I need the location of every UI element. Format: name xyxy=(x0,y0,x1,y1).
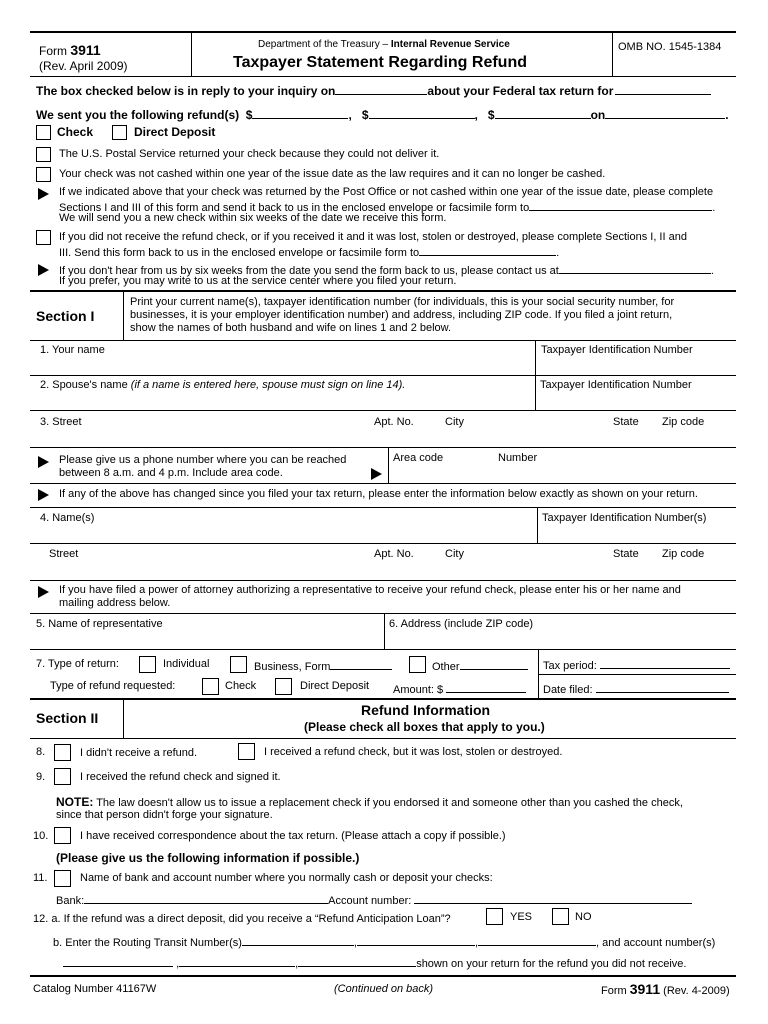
poa-text-2: mailing address below. xyxy=(59,597,171,609)
if-indicated-line-1: If we indicated above that your check was returned by the Post Office or not cashed within one year of the issue date, please complete xyxy=(59,186,714,198)
no-hear-line-1: If you don't hear from us by six weeks from the date you send the form back to us, please contact us at . xyxy=(59,262,714,277)
spouse-tin-field[interactable] xyxy=(538,393,734,409)
poa-text-1: If you have filed a power of attorney authorizing a representative to receive your refund check, please enter his or her name and xyxy=(59,584,681,596)
apt-label: Apt. No. xyxy=(374,416,414,428)
routing-number-field-2[interactable] xyxy=(357,934,475,946)
ral-yes-checkbox[interactable] xyxy=(486,908,503,925)
names-label: 4. Name(s) xyxy=(40,512,95,524)
refund-amount-3-field[interactable] xyxy=(495,107,591,119)
zip-2-label: Zip code xyxy=(662,548,705,560)
bank-line: Bank: Account number: xyxy=(56,892,692,907)
street-label: 3. Street xyxy=(40,416,82,428)
if-indicated-line-3: We will send you a new check within six weeks of the date we receive this form. xyxy=(59,212,447,224)
refund-information-heading: Refund Information xyxy=(361,702,491,718)
arrow-icon xyxy=(38,489,49,501)
tin-field[interactable] xyxy=(538,358,734,374)
direct-deposit-label: Direct Deposit xyxy=(134,125,216,139)
number-label: Number xyxy=(498,452,538,464)
other-label: Other xyxy=(432,658,528,673)
not-received-checkbox[interactable] xyxy=(36,230,51,245)
phone-instruction-2: between 8 a.m. and 4 p.m. Include area code. xyxy=(59,467,283,479)
not-cashed-text: Your check was not cashed within one year of the issue date as the law requires and it can no longer be cashed. xyxy=(59,168,606,180)
correspondence-label: I have received correspondence about the tax return. (Please attach a copy if possible.) xyxy=(80,830,506,842)
business-form-field[interactable] xyxy=(330,658,392,670)
address-field[interactable] xyxy=(388,632,734,648)
area-code-label: Area code xyxy=(393,452,444,464)
catalog-number: Catalog Number 41167W xyxy=(33,983,157,995)
refund-amount-2-field[interactable] xyxy=(369,107,475,119)
omb-number: OMB NO. 1545-1384 xyxy=(618,41,722,53)
tins-label: Taxpayer Identification Number(s) xyxy=(542,512,707,524)
didnt-receive-label: I didn't receive a refund. xyxy=(80,747,198,759)
individual-checkbox[interactable] xyxy=(139,656,156,673)
phone-number-field[interactable] xyxy=(496,466,734,482)
street-2-label: Street xyxy=(49,548,79,560)
amount-field[interactable] xyxy=(446,681,526,693)
form-revision: (Rev. April 2009) xyxy=(39,59,128,73)
ral-no-checkbox[interactable] xyxy=(552,908,569,925)
bank-info-label: Name of bank and account number where you normally cash or deposit your checks: xyxy=(80,872,493,884)
item-11-number: 11. xyxy=(33,872,48,884)
tax-return-year-field[interactable] xyxy=(615,83,711,95)
refunds-line: We sent you the following refund(s) $ , $ , $ on . xyxy=(36,108,729,122)
address-label: 6. Address (include ZIP code) xyxy=(389,618,534,630)
refund-direct-deposit-label: Direct Deposit xyxy=(300,680,370,692)
routing-number-field-3[interactable] xyxy=(478,934,596,946)
your-name-field[interactable] xyxy=(34,358,532,374)
rep-name-label: 5. Name of representative xyxy=(36,618,163,630)
please-give-info: (Please give us the following information if possible.) xyxy=(56,851,360,865)
section-1-title: Section I xyxy=(36,308,95,324)
if-indicated-line-2: Sections I and III of this form and send it back to us in the enclosed envelope or facsimile form to . xyxy=(59,199,715,214)
your-name-label: 1. Your name xyxy=(40,344,105,356)
state-label: State xyxy=(613,416,639,428)
bank-name-field[interactable] xyxy=(84,892,328,904)
footer-form-number: Form 3911 (Rev. 4-2009) xyxy=(601,981,730,997)
item-8-number: 8. xyxy=(36,746,46,758)
bank-info-checkbox[interactable] xyxy=(54,870,71,887)
didnt-receive-checkbox[interactable] xyxy=(54,744,71,761)
routing-number-field-1[interactable] xyxy=(242,934,354,946)
note-line-1: NOTE: The law doesn't allow us to issue a replacement check if you endorsed it and someone other than you cashed the check, xyxy=(56,795,683,809)
page-title: Taxpayer Statement Regarding Refund xyxy=(233,54,527,71)
spouse-name-label: 2. Spouse's name (if a name is entered here, spouse must sign on line 14). xyxy=(40,379,406,391)
refund-information-subheading: (Please check all boxes that apply to you.) xyxy=(304,720,545,734)
spouse-tin-label: Taxpayer Identification Number xyxy=(540,379,692,391)
account-numbers-line: , , shown on your return for the refund you did not receive. xyxy=(63,955,686,970)
tax-period-label: Tax period: xyxy=(543,657,730,672)
area-code-field[interactable] xyxy=(392,466,492,482)
top-rule xyxy=(30,31,736,33)
refund-direct-deposit-checkbox[interactable] xyxy=(275,678,292,695)
continued-on-back: (Continued on back) xyxy=(334,983,434,995)
item-12b-line: b. Enter the Routing Transit Number(s) , , , and account number(s) xyxy=(53,934,715,949)
signed-checkbox[interactable] xyxy=(54,768,71,785)
section-1-instructions-1: Print your current name(s), taxpayer identification number (for individuals, this is your social security number, for xyxy=(130,296,675,308)
city-2-label: City xyxy=(445,548,464,560)
arrow-icon xyxy=(38,188,49,200)
type-return-label: 7. Type of return: xyxy=(36,658,119,670)
fax-number-field-1[interactable] xyxy=(529,199,712,211)
correspondence-checkbox[interactable] xyxy=(54,827,71,844)
business-checkbox[interactable] xyxy=(230,656,247,673)
refund-check-label: Check xyxy=(225,680,257,692)
street-address-field[interactable] xyxy=(34,430,734,446)
department-line: Department of the Treasury – Internal Revenue Service xyxy=(258,39,510,50)
date-filed-field[interactable] xyxy=(596,681,729,693)
account-number-field-3[interactable] xyxy=(298,955,416,967)
refund-check-checkbox[interactable] xyxy=(202,678,219,695)
section-1-instructions-3: show the names of both husband and wife on lines 1 and 2 below. xyxy=(130,322,452,334)
tin-label: Taxpayer Identification Number xyxy=(541,344,693,356)
no-hear-line-2: If you prefer, you may write to us at the service center where you filed your return. xyxy=(59,275,457,287)
fax-number-field-2[interactable] xyxy=(419,244,556,256)
spouse-name-field[interactable] xyxy=(34,393,532,409)
arrow-icon xyxy=(38,456,49,468)
ral-no-label: NO xyxy=(575,911,592,923)
account-number-field-1[interactable] xyxy=(63,955,173,967)
account-number-field[interactable] xyxy=(414,892,692,904)
section-2-title: Section II xyxy=(36,710,99,726)
check-checkbox[interactable] xyxy=(36,125,51,140)
item-10-number: 10. xyxy=(33,830,49,842)
arrow-icon xyxy=(38,264,49,276)
lost-stolen-checkbox[interactable] xyxy=(238,743,255,760)
tins-field[interactable] xyxy=(540,526,734,542)
tax-period-field[interactable] xyxy=(600,657,730,669)
item-12a-text: 12. a. If the refund was a direct deposit, did you receive a “Refund Anticipation Loan”? xyxy=(33,913,451,925)
refund-amount-1-field[interactable] xyxy=(252,107,348,119)
individual-label: Individual xyxy=(163,658,210,670)
names-field[interactable] xyxy=(34,526,534,542)
city-label: City xyxy=(445,416,464,428)
not-cashed-checkbox[interactable] xyxy=(36,167,51,182)
postal-returned-checkbox[interactable] xyxy=(36,147,51,162)
other-type-field[interactable] xyxy=(460,658,528,670)
section-1-instructions-2: businesses, it is your employer identification number) and address, including ZIP code. If you filed a joint return, xyxy=(130,309,673,321)
street-address-2-field[interactable] xyxy=(34,562,734,578)
lost-stolen-label: I received a refund check, but it was lost, stolen or destroyed. xyxy=(264,746,563,758)
not-received-line-1: If you did not receive the refund check, or if you received it and it was lost, stolen or destroyed, please complete Sections I, II and xyxy=(59,231,687,243)
business-label: Business, Form xyxy=(254,658,392,673)
type-refund-label: Type of refund requested: xyxy=(50,680,176,692)
amount-label: Amount: $ xyxy=(393,681,526,696)
check-label: Check xyxy=(57,125,94,139)
refund-date-field[interactable] xyxy=(605,107,725,119)
not-received-line-2: III. Send this form back to us in the enclosed envelope or facsimile form to . xyxy=(59,244,559,259)
rep-name-field[interactable] xyxy=(34,632,380,648)
form-label: Form 3911 xyxy=(39,42,101,58)
signed-label: I received the refund check and signed it. xyxy=(80,771,281,783)
contact-number-field[interactable] xyxy=(559,262,711,274)
state-2-label: State xyxy=(613,548,639,560)
arrow-icon xyxy=(38,586,49,598)
apt-2-label: Apt. No. xyxy=(374,548,414,560)
ral-yes-label: YES xyxy=(510,911,533,923)
changed-info-text: If any of the above has changed since you filed your tax return, please enter the information below exactly as shown on your return. xyxy=(59,488,698,500)
inquiry-line: The box checked below is in reply to your inquiry on about your Federal tax return for xyxy=(36,83,711,98)
note-line-2: since that person didn't forge your signature. xyxy=(56,809,273,821)
inquiry-date-field[interactable] xyxy=(335,83,427,95)
other-checkbox[interactable] xyxy=(409,656,426,673)
account-number-field-2[interactable] xyxy=(179,955,295,967)
postal-returned-text: The U.S. Postal Service returned your check because they could not deliver it. xyxy=(59,148,440,160)
arrow-icon xyxy=(371,468,382,480)
direct-deposit-checkbox[interactable] xyxy=(112,125,127,140)
date-filed-label: Date filed: xyxy=(543,681,729,696)
phone-instruction-1: Please give us a phone number where you can be reached xyxy=(59,454,347,466)
item-9-number: 9. xyxy=(36,771,46,783)
zip-label: Zip code xyxy=(662,416,705,428)
